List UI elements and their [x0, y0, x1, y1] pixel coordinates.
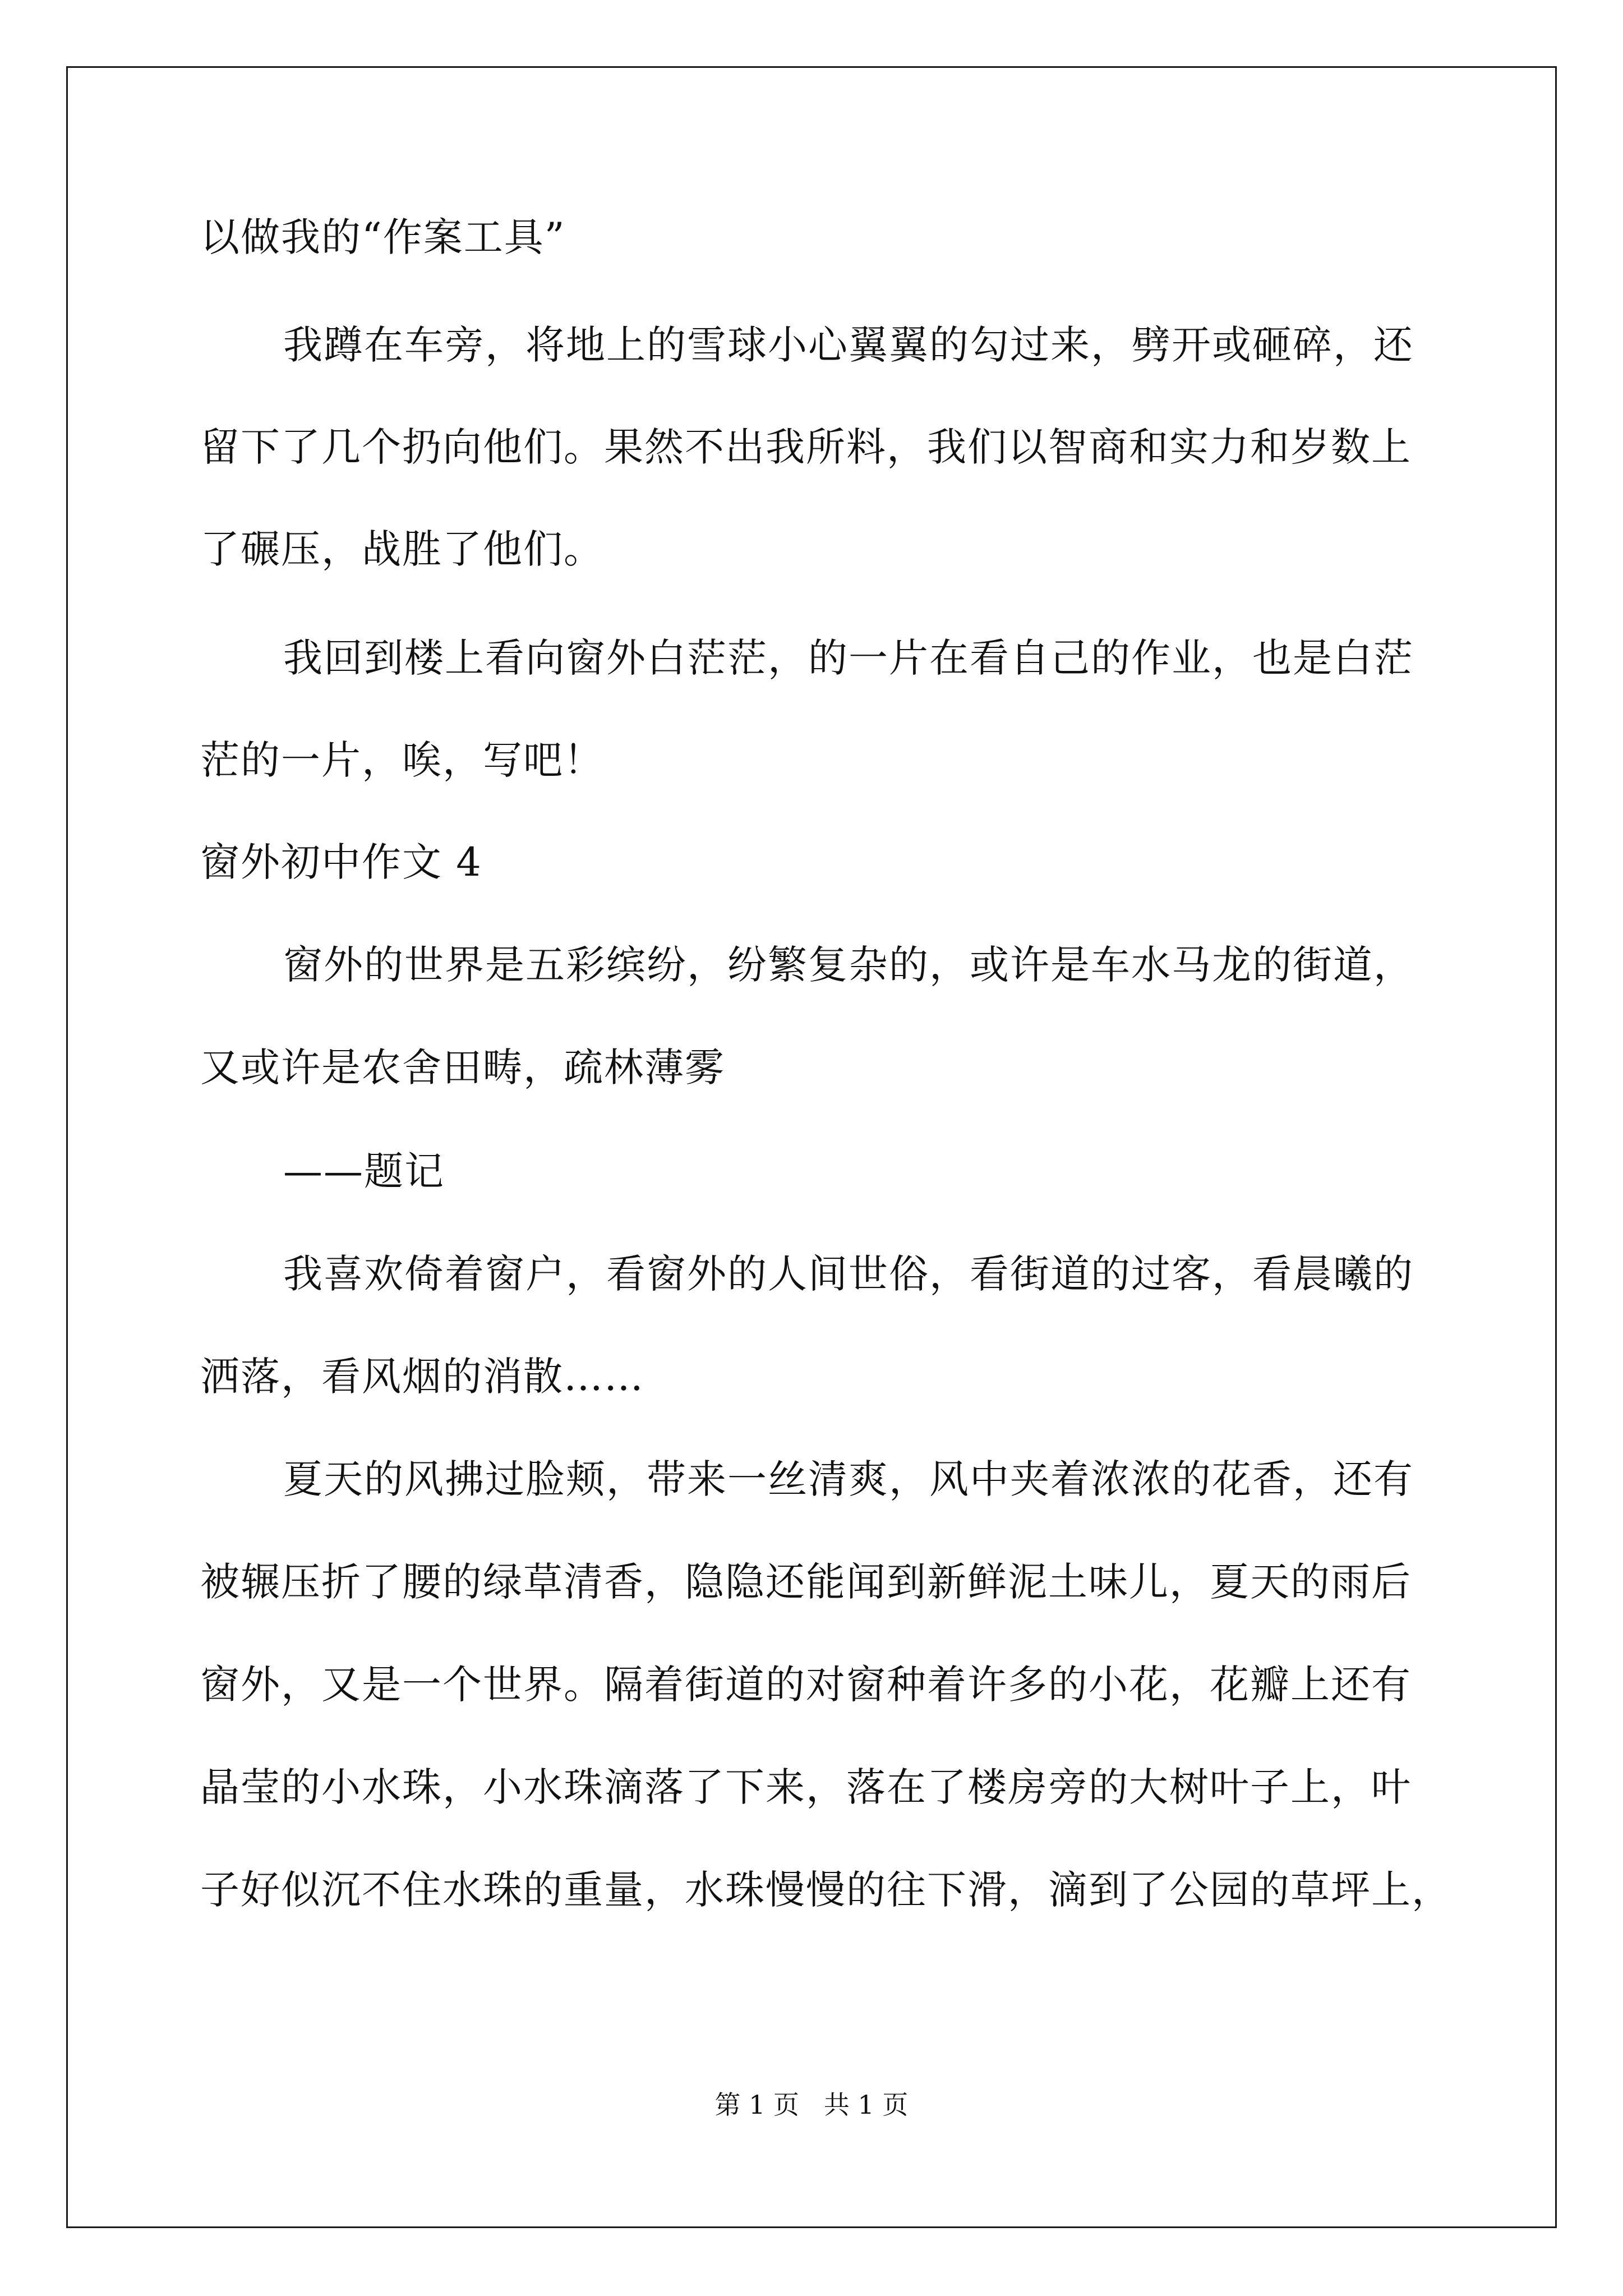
- section-heading: 窗外初中作文 4: [200, 839, 482, 885]
- text-line: 茫的一片，唉，写吧！: [200, 737, 604, 783]
- text-line: 洒落，看风烟的消散……: [200, 1354, 644, 1400]
- text-line: 子好似沉不住水珠的重量，水珠慢慢的往下滑，滴到了公园的草坪上，: [200, 1867, 1452, 1913]
- paragraph-line: 窗外的世界是五彩缤纷，纷繁复杂的，或许是车水马龙的街道，: [283, 942, 1414, 988]
- text-line: 窗外，又是一个世界。隔着街道的对窗种着许多的小花，花瓣上还有: [200, 1662, 1412, 1708]
- text-line: 被辗压折了腰的绿草清香，隐隐还能闻到新鲜泥土味儿，夏天的雨后: [200, 1559, 1412, 1605]
- paragraph-line: 夏天的风拂过脸颊，带来一丝清爽，风中夹着浓浓的花香，还有: [283, 1456, 1414, 1502]
- paragraph-line: 我喜欢倚着窗户，看窗外的人间世俗，看街道的过客，看晨曦的: [283, 1251, 1414, 1297]
- paragraph-line: 我回到楼上看向窗外白茫茫，的一片在看自己的作业，也是白茫: [283, 635, 1414, 681]
- text-line: 以做我的“作案工具”: [200, 214, 566, 260]
- paragraph-line: 我蹲在车旁，将地上的雪球小心翼翼的勾过来，劈开或砸碎，还: [283, 322, 1414, 368]
- epigraph-attribution: ——题记: [283, 1148, 445, 1194]
- text-line: 晶莹的小水珠，小水珠滴落了下来，落在了楼房旁的大树叶子上，叶: [200, 1764, 1412, 1810]
- text-line: 了碾压，战胜了他们。: [200, 526, 604, 572]
- page-footer: 第 1 页 共 1 页: [714, 2090, 909, 2120]
- text-line: 又或许是农舍田畴，疏林薄雾: [200, 1045, 725, 1091]
- text-line: 留下了几个扔向他们。果然不出我所料，我们以智商和实力和岁数上: [200, 424, 1412, 470]
